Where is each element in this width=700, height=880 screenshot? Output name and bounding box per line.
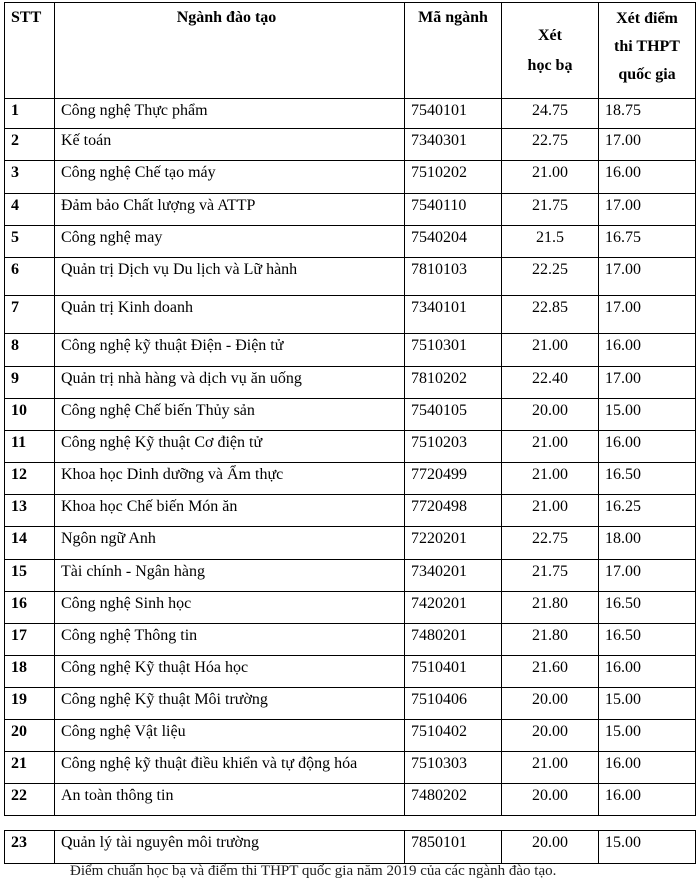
cell-stt: 9 (5, 367, 55, 399)
cell-thpt-score: 18.00 (599, 527, 696, 560)
cell-hocba-score: 22.25 (502, 258, 599, 296)
cell-thpt-score: 16.00 (599, 161, 696, 194)
cell-hocba-score: 20.00 (502, 399, 599, 431)
cell-hocba-score: 24.75 (502, 99, 599, 129)
cell-major-name: Đảm bảo Chất lượng và ATTP (55, 194, 405, 226)
cell-stt: 21 (5, 752, 55, 784)
cell-stt: 23 (5, 831, 55, 864)
table-row (5, 431, 696, 463)
cell-major-code: 7420201 (405, 592, 502, 624)
cell-hocba-score: 22.40 (502, 367, 599, 399)
cell-stt: 15 (5, 560, 55, 592)
cell-hocba-score: 21.00 (502, 463, 599, 495)
cell-hocba-score: 21.75 (502, 560, 599, 592)
cell-major-code: 7480202 (405, 784, 502, 816)
table-row (5, 656, 696, 688)
cell-major-name: Công nghệ kỹ thuật điều khiển và tự động hóa (55, 752, 405, 784)
cell-major-code: 7340201 (405, 560, 502, 592)
cell-thpt-score: 17.00 (599, 129, 696, 161)
cell-major-name: Công nghệ Sinh học (55, 592, 405, 624)
header-major-code: Mã ngành (405, 3, 502, 99)
cell-thpt-score: 15.00 (599, 399, 696, 431)
cell-hocba-score: 20.00 (502, 720, 599, 752)
table-row (5, 463, 696, 495)
cell-major-name: Quản trị nhà hàng và dịch vụ ăn uống (55, 367, 405, 399)
cell-thpt-score: 16.00 (599, 431, 696, 463)
cell-hocba-score: 21.00 (502, 752, 599, 784)
header-hocba-line2: học bạ (527, 56, 573, 74)
cell-stt: 1 (5, 99, 55, 129)
cell-major-code: 7510202 (405, 161, 502, 194)
cell-major-code: 7220201 (405, 527, 502, 560)
cell-stt: 2 (5, 129, 55, 161)
cell-major-code: 7810202 (405, 367, 502, 399)
cell-major-code: 7510203 (405, 431, 502, 463)
cell-hocba-score: 21.00 (502, 161, 599, 194)
table-row (5, 226, 696, 258)
cell-stt: 14 (5, 527, 55, 560)
cell-major-code: 7540101 (405, 99, 502, 129)
cell-hocba-score: 22.85 (502, 296, 599, 334)
cell-thpt-score: 15.00 (599, 720, 696, 752)
cell-stt: 4 (5, 194, 55, 226)
table-row (5, 784, 696, 816)
table-row (5, 194, 696, 226)
cell-major-code: 7720498 (405, 495, 502, 527)
cell-stt: 18 (5, 656, 55, 688)
cell-major-code: 7480201 (405, 624, 502, 656)
cell-major-name: Công nghệ Vật liệu (55, 720, 405, 752)
cell-major-name: Công nghệ Chế biến Thủy sản (55, 399, 405, 431)
cell-hocba-score: 20.00 (502, 688, 599, 720)
table-row (5, 367, 696, 399)
cell-stt: 8 (5, 334, 55, 367)
cell-hocba-score: 21.5 (502, 226, 599, 258)
cell-stt: 22 (5, 784, 55, 816)
table-row (5, 99, 696, 129)
table-row (5, 831, 696, 864)
cell-thpt-score: 17.00 (599, 296, 696, 334)
cell-major-code: 7510402 (405, 720, 502, 752)
cell-major-name: Công nghệ Chế tạo máy (55, 161, 405, 194)
table-row (5, 560, 696, 592)
table-row (5, 334, 696, 367)
cell-major-code: 7510303 (405, 752, 502, 784)
cell-stt: 20 (5, 720, 55, 752)
cell-major-code: 7720499 (405, 463, 502, 495)
table-row (5, 495, 696, 527)
table-row (5, 752, 696, 784)
cell-thpt-score: 17.00 (599, 258, 696, 296)
cell-major-name: Kế toán (55, 129, 405, 161)
cell-hocba-score: 21.00 (502, 495, 599, 527)
cell-major-name: Ngôn ngữ Anh (55, 527, 405, 560)
cell-hocba-score: 21.00 (502, 431, 599, 463)
cell-major-code: 7540105 (405, 399, 502, 431)
header-major-name: Ngành đào tạo (55, 3, 405, 99)
cell-major-code: 7540110 (405, 194, 502, 226)
header-thpt (599, 3, 696, 99)
table-row (5, 258, 696, 296)
cell-thpt-score: 15.00 (599, 831, 696, 864)
cell-hocba-score: 21.80 (502, 624, 599, 656)
cell-hocba-score: 22.75 (502, 129, 599, 161)
table-row (5, 296, 696, 334)
cell-major-code: 7510406 (405, 688, 502, 720)
cell-thpt-score: 18.75 (599, 99, 696, 129)
table-row (5, 161, 696, 194)
cell-major-code: 7810103 (405, 258, 502, 296)
cell-major-name: Công nghệ Thực phẩm (55, 99, 405, 129)
cell-major-name: An toàn thông tin (55, 784, 405, 816)
cell-major-name: Tài chính - Ngân hàng (55, 560, 405, 592)
header-hocba (502, 3, 599, 99)
cell-thpt-score: 15.00 (599, 688, 696, 720)
cell-major-code: 7540204 (405, 226, 502, 258)
cell-major-code: 7340101 (405, 296, 502, 334)
header-thpt-line2: thi THPT (614, 38, 680, 55)
cell-stt: 11 (5, 431, 55, 463)
cell-thpt-score: 16.50 (599, 592, 696, 624)
admission-score-table-continued (4, 830, 696, 864)
cell-stt: 12 (5, 463, 55, 495)
cell-thpt-score: 16.50 (599, 463, 696, 495)
header-thpt-line1: Xét điểm (616, 10, 678, 27)
cell-thpt-score: 16.00 (599, 752, 696, 784)
table-row (5, 592, 696, 624)
cell-thpt-score: 16.00 (599, 656, 696, 688)
cell-major-name: Công nghệ Kỹ thuật Môi trường (55, 688, 405, 720)
footnote: Điểm chuẩn học bạ và điểm thi THPT quốc gia năm 2019 của các ngành đào tạo. (70, 863, 557, 879)
cell-hocba-score: 20.00 (502, 831, 599, 864)
table-row (5, 129, 696, 161)
cell-major-name: Công nghệ Kỹ thuật Cơ điện tử (55, 431, 405, 463)
cell-major-name: Công nghệ may (55, 226, 405, 258)
cell-stt: 19 (5, 688, 55, 720)
header-stt: STT (5, 3, 55, 99)
header-hocba-line1: Xét (538, 26, 562, 44)
cell-hocba-score: 21.60 (502, 656, 599, 688)
cell-hocba-score: 21.00 (502, 334, 599, 367)
cell-stt: 10 (5, 399, 55, 431)
header-row (5, 3, 696, 99)
cell-thpt-score: 16.00 (599, 784, 696, 816)
cell-major-name: Công nghệ Thông tin (55, 624, 405, 656)
cell-hocba-score: 21.80 (502, 592, 599, 624)
cell-thpt-score: 16.25 (599, 495, 696, 527)
cell-major-name: Quản trị Dịch vụ Du lịch và Lữ hành (55, 258, 405, 296)
header-thpt-line3: quốc gia (618, 66, 676, 83)
cell-stt: 6 (5, 258, 55, 296)
cell-stt: 16 (5, 592, 55, 624)
table-row (5, 720, 696, 752)
cell-hocba-score: 21.75 (502, 194, 599, 226)
cell-major-name: Công nghệ Kỹ thuật Hóa học (55, 656, 405, 688)
cell-major-name: Quản lý tài nguyên môi trường (55, 831, 405, 864)
table-row (5, 399, 696, 431)
cell-major-code: 7850101 (405, 831, 502, 864)
cell-hocba-score: 20.00 (502, 784, 599, 816)
cell-major-name: Khoa học Chế biến Món ăn (55, 495, 405, 527)
cell-hocba-score: 22.75 (502, 527, 599, 560)
cell-stt: 13 (5, 495, 55, 527)
cell-stt: 17 (5, 624, 55, 656)
cell-thpt-score: 17.00 (599, 560, 696, 592)
cell-thpt-score: 16.00 (599, 334, 696, 367)
cell-major-code: 7510301 (405, 334, 502, 367)
cell-major-code: 7510401 (405, 656, 502, 688)
cell-thpt-score: 16.50 (599, 624, 696, 656)
cell-stt: 5 (5, 226, 55, 258)
table-row (5, 624, 696, 656)
cell-thpt-score: 17.00 (599, 194, 696, 226)
cell-major-name: Khoa học Dinh dưỡng và Ẩm thực (55, 463, 405, 495)
cell-thpt-score: 16.75 (599, 226, 696, 258)
cell-stt: 7 (5, 296, 55, 334)
cell-major-name: Công nghệ kỹ thuật Điện - Điện tử (55, 334, 405, 367)
table-row (5, 688, 696, 720)
cell-major-code: 7340301 (405, 129, 502, 161)
table-row (5, 527, 696, 560)
cell-major-name: Quản trị Kinh doanh (55, 296, 405, 334)
admission-score-table (4, 2, 696, 816)
cell-stt: 3 (5, 161, 55, 194)
cell-thpt-score: 17.00 (599, 367, 696, 399)
